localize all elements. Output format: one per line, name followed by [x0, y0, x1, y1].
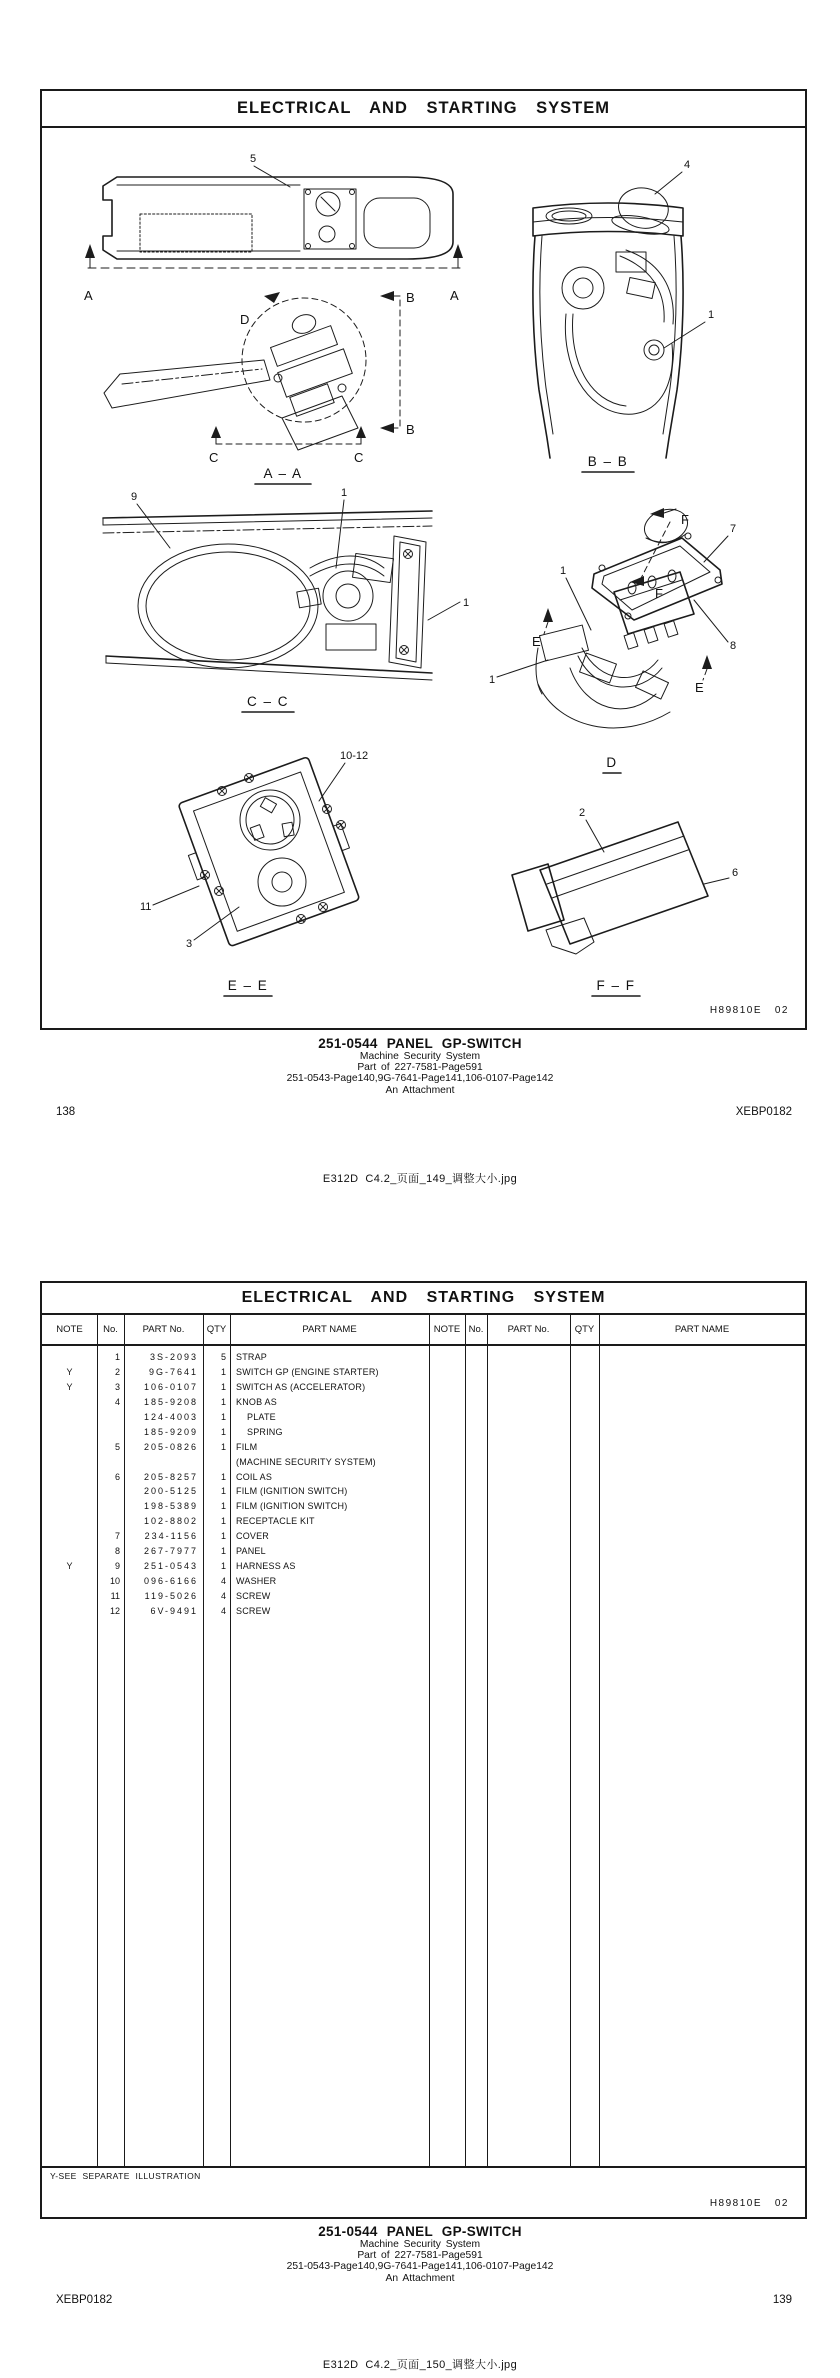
cell-qty: 1 [220, 1367, 226, 1378]
col-header-note-2: NOTE [433, 1324, 461, 1335]
cell-no: 6 [114, 1471, 120, 1482]
cell-name: SCREW [236, 1590, 271, 1601]
cell-part: 185-9208 [143, 1397, 198, 1408]
section-letter-a-right: A [450, 288, 459, 303]
page2-filename-caption: E312D C4.2_页面_150_调整大小.jpg [322, 2359, 518, 2371]
col-header-no-2: No. [468, 1324, 484, 1335]
cell-part: 6V-9491 [150, 1605, 198, 1616]
callout-1-d-top: 1 [560, 565, 567, 577]
col-header-note: NOTE [56, 1324, 83, 1335]
cell-no: 11 [110, 1590, 120, 1601]
table-row [42, 1350, 805, 1365]
col-header-part-no: PART No. [142, 1324, 185, 1335]
table-column-line [487, 1315, 488, 2166]
subtitle-pagerefs: 251-0543-Page140,9G-7641-Page141,106-0107-Page142 [286, 2261, 554, 2273]
table-row [42, 1514, 805, 1529]
table-row [42, 1499, 805, 1514]
cell-no: 8 [114, 1546, 120, 1557]
view-title-c-c: C – C [246, 694, 290, 709]
view-c-c [103, 487, 469, 712]
cell-note: Y [66, 1560, 73, 1571]
cell-part: 9G-7641 [148, 1367, 198, 1378]
plan-view [103, 153, 453, 259]
cell-name: SWITCH GP (ENGINE STARTER) [236, 1367, 379, 1378]
table-column-line [124, 1315, 125, 2166]
cell-name: (MACHINE SECURITY SYSTEM) [236, 1456, 376, 1467]
table-header-row [42, 1315, 805, 1344]
parts-table-rows [42, 1344, 805, 2160]
view-f-f [512, 807, 738, 996]
cell-note: Y [66, 1367, 73, 1378]
col-header-qty: QTY [206, 1324, 227, 1335]
table-row [42, 1439, 805, 1454]
callout-1-bb: 1 [708, 309, 715, 321]
table-row [42, 1588, 805, 1603]
cell-name: COIL AS [236, 1471, 273, 1482]
cell-qty: 1 [220, 1560, 226, 1571]
callout-7: 7 [730, 523, 737, 535]
page1-title: ELECTRICAL AND STARTING SYSTEM [42, 91, 805, 128]
callout-10-12: 10-12 [340, 750, 369, 762]
view-title-f-f: F – F [596, 978, 636, 993]
table-row [42, 1603, 805, 1618]
page1-number: 138 [56, 1106, 76, 1118]
view-title-a-a: A – A [263, 466, 303, 481]
table-column-line [570, 1315, 571, 2166]
cell-name: PLATE [247, 1412, 276, 1422]
table-row [42, 1544, 805, 1559]
table-row [42, 1395, 805, 1410]
cell-qty: 4 [220, 1575, 226, 1586]
cell-no: 1 [114, 1352, 120, 1363]
cell-name: KNOB AS [236, 1397, 277, 1408]
table-row [42, 1410, 805, 1425]
cell-name: RECEPTACLE KIT [236, 1516, 315, 1527]
cell-part: 3S-2093 [149, 1352, 198, 1363]
subtitle-attachment: An Attachment [385, 2272, 455, 2284]
table-row [42, 1469, 805, 1484]
cell-name: HARNESS AS [236, 1560, 296, 1571]
cell-no: 3 [114, 1382, 120, 1393]
cell-part: 205-0826 [143, 1441, 198, 1452]
table-row [42, 1380, 805, 1395]
cell-no: 2 [114, 1367, 120, 1378]
part-title: 251-0544 PANEL GP-SWITCH [318, 2224, 522, 2239]
cell-part: 124-4003 [143, 1412, 198, 1422]
cell-qty: 1 [220, 1546, 226, 1557]
cell-qty: 1 [220, 1486, 226, 1497]
cell-qty: 4 [220, 1605, 226, 1616]
cell-part: 200-5125 [143, 1486, 198, 1497]
col-header-no: No. [103, 1324, 118, 1335]
page2-title-block [0, 2224, 840, 2284]
callout-11: 11 [140, 901, 152, 913]
cell-qty: 1 [220, 1501, 226, 1512]
callout-1-cc: 1 [341, 487, 348, 499]
cell-name: STRAP [236, 1352, 268, 1363]
callout-4: 4 [684, 159, 691, 171]
page1-sheet [40, 89, 807, 1030]
cell-qty: 4 [220, 1590, 226, 1601]
subtitle-partof: Part of 227-7581-Page591 [357, 2250, 483, 2262]
section-letter-e-left: E [532, 634, 541, 649]
col-header-part-name-2: PART NAME [674, 1324, 730, 1335]
section-letter-c-right: C [354, 450, 364, 465]
callout-8: 8 [730, 640, 737, 652]
table-column-line [97, 1315, 98, 2166]
cell-name: FILM [236, 1441, 258, 1452]
cell-no: 7 [114, 1531, 120, 1542]
table-row [42, 1573, 805, 1588]
view-e-e [140, 750, 368, 996]
section-letter-b-bottom: B [406, 422, 415, 437]
detail-letter-d: D [240, 312, 250, 327]
view-title-e-e: E – E [227, 978, 269, 993]
view-d [489, 504, 736, 773]
table-column-line [599, 1315, 600, 2166]
col-header-qty-2: QTY [574, 1324, 595, 1335]
view-title-b-b: B – B [587, 454, 629, 469]
cell-name: SCREW [236, 1605, 271, 1616]
cell-part: 267-7977 [143, 1546, 198, 1557]
view-title-d: D [606, 755, 618, 770]
page1-doc-code: XEBP0182 [735, 1106, 792, 1118]
cell-part: 102-8802 [143, 1516, 198, 1527]
subtitle-partof: Part of 227-7581-Page591 [357, 1062, 483, 1074]
cell-qty: 1 [220, 1382, 226, 1393]
part-title: 251-0544 PANEL GP-SWITCH [318, 1036, 522, 1051]
subtitle-attachment: An Attachment [385, 1084, 455, 1096]
callout-1-d-left: 1 [489, 674, 496, 686]
footnote-text: Y-SEE SEPARATE ILLUSTRATION [50, 2171, 201, 2181]
table-column-line [429, 1315, 430, 2166]
cell-part: 234-1156 [144, 1531, 198, 1542]
cell-qty: 1 [220, 1471, 226, 1482]
cell-part: 185-9209 [143, 1426, 198, 1437]
callout-5: 5 [250, 153, 257, 165]
parts-diagram [42, 128, 805, 1030]
view-b-b [533, 159, 714, 472]
section-letter-f-mid: F [655, 586, 663, 601]
cell-no: 12 [109, 1605, 120, 1616]
callout-9: 9 [131, 491, 138, 503]
section-letter-c-left: C [209, 450, 219, 465]
subtitle-system: Machine Security System [359, 2239, 481, 2250]
cell-part: 198-5389 [143, 1501, 198, 1512]
page1-figure-area [42, 128, 805, 1030]
subtitle-pagerefs: 251-0543-Page140,9G-7641-Page141,106-0107-Page142 [286, 1073, 554, 1085]
cell-no: 10 [109, 1575, 120, 1586]
page2-title: ELECTRICAL AND STARTING SYSTEM [42, 1283, 805, 1315]
table-column-line [230, 1315, 231, 2166]
cell-no: 5 [114, 1441, 120, 1452]
table-row [42, 1558, 805, 1573]
table-row [42, 1529, 805, 1544]
section-letter-a-left: A [84, 288, 93, 303]
page2-sheet [40, 1281, 807, 2219]
table-column-line [465, 1315, 466, 2166]
page1-filename-caption: E312D C4.2_页面_149_调整大小.jpg [322, 1173, 518, 1185]
section-letter-e-right: E [695, 680, 704, 695]
table-row [42, 1484, 805, 1499]
section-letter-f-top: F [681, 512, 689, 527]
cell-name: WASHER [236, 1575, 277, 1586]
cell-qty: 5 [220, 1352, 226, 1363]
cell-name: SPRING [247, 1426, 283, 1437]
cell-name: COVER [236, 1531, 270, 1542]
cell-name: FILM (IGNITION SWITCH) [236, 1501, 348, 1512]
cell-qty: 1 [220, 1412, 226, 1422]
cell-part: 119-5026 [144, 1590, 198, 1601]
page1-title-block [0, 1036, 840, 1096]
callout-6: 6 [732, 867, 739, 879]
cell-note: Y [66, 1382, 73, 1393]
cell-part: 205-8257 [143, 1471, 198, 1482]
cell-qty: 1 [220, 1531, 226, 1542]
cell-name: SWITCH AS (ACCELERATOR) [236, 1382, 366, 1393]
callout-3: 3 [186, 938, 193, 950]
callout-1-cc-right: 1 [463, 597, 470, 609]
view-a-a [104, 290, 415, 484]
table-row [42, 1454, 805, 1469]
page2-number: 139 [772, 2294, 792, 2306]
cell-no: 4 [114, 1397, 120, 1408]
cell-name: PANEL [236, 1546, 266, 1557]
cell-part: 096-6166 [143, 1575, 198, 1586]
col-header-part-name: PART NAME [302, 1324, 357, 1335]
table-footnote-row [42, 2166, 805, 2219]
cell-part: 251-0543 [143, 1560, 198, 1571]
drawing-number-page2: H89810E 02 [709, 2198, 789, 2209]
table-column-line [203, 1315, 204, 2166]
cell-qty: 1 [220, 1397, 226, 1408]
cell-name: FILM (IGNITION SWITCH) [236, 1486, 348, 1497]
parts-table [42, 1315, 805, 2166]
cell-qty: 1 [220, 1516, 226, 1527]
cell-part: 106-0107 [143, 1382, 198, 1393]
section-letter-b-top: B [406, 290, 415, 305]
table-row [42, 1424, 805, 1439]
page2-doc-code: XEBP0182 [56, 2294, 113, 2306]
callout-2: 2 [579, 807, 586, 819]
cell-qty: 1 [220, 1441, 226, 1452]
subtitle-system: Machine Security System [359, 1051, 481, 1062]
col-header-part-no-2: PART No. [507, 1324, 550, 1335]
table-row [42, 1365, 805, 1380]
header-underline [42, 1344, 805, 1346]
drawing-number-page1: H89810E 02 [709, 1005, 789, 1016]
cell-qty: 1 [220, 1426, 226, 1437]
cell-no: 9 [114, 1560, 120, 1571]
